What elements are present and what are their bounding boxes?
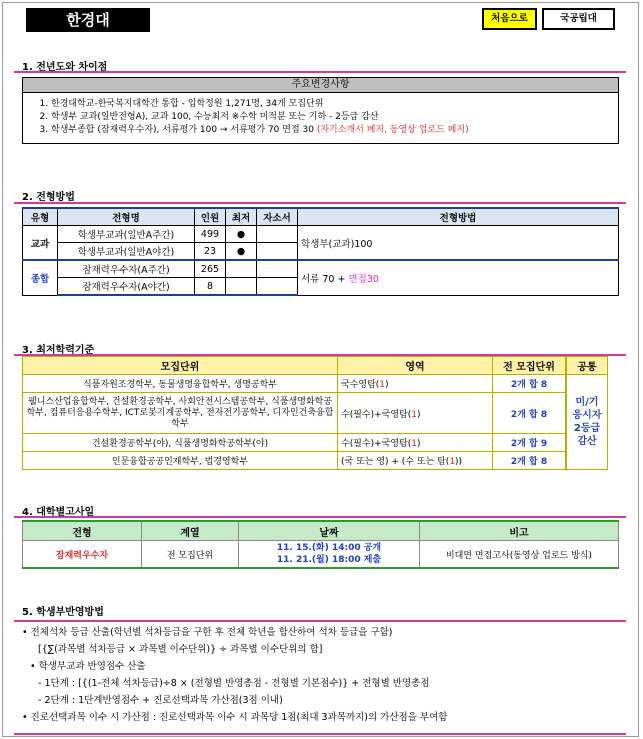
- section1-divider: [14, 71, 626, 73]
- table-row: [23, 260, 619, 278]
- section3-title: 3. 최저학력기준: [22, 345, 95, 356]
- col-note: 비고: [420, 521, 619, 541]
- method-doc: 서류 70 +: [301, 273, 349, 285]
- area-text: 수(필수)+국영탐(: [341, 409, 412, 420]
- col-method: 전형방법: [298, 208, 619, 226]
- row-area: [338, 375, 493, 393]
- change-item-1: 1. 한경대학교-한국복지대학간 통합 - 입학정원 1,271명, 34개 모집단위: [51, 98, 618, 111]
- type-gyogwa: 교과: [23, 226, 58, 261]
- exam-date-table: [22, 520, 619, 569]
- area-close: )): [455, 457, 463, 467]
- national-univ-button[interactable]: 국공립대: [542, 8, 615, 30]
- row-unit: 웰니스산업융합학부, 건설환경공학부, 사회안전시스템공학부, 식품생명화학공학부, 컴퓨터응용수학부, ICT로봇기계공학부, 전자전기공학부, 디자인건축융합학부: [23, 393, 338, 434]
- row-area: [338, 434, 493, 452]
- section4-title: 4. 대학별고사일: [22, 507, 95, 518]
- area-text: 국수영탐(: [341, 380, 380, 390]
- row-name: 학생부교과(일반A주간): [58, 226, 195, 243]
- area-close: ): [416, 439, 421, 449]
- col-unit: 모집단위: [23, 357, 338, 375]
- area-text: (국 또는 영) + (수 또는 탐(: [341, 457, 450, 467]
- changes-box-header: 주요변경사항: [23, 78, 618, 93]
- area-text: 수(필수)+국영탐(: [341, 439, 412, 449]
- row-name: 잠재력우수자(A주간): [58, 260, 195, 278]
- table-row: [23, 393, 608, 434]
- change-item-3: [51, 124, 618, 137]
- col-name: 전형명: [58, 208, 195, 226]
- table-row: [23, 226, 619, 243]
- row-count: 8: [195, 278, 226, 296]
- col-minimum: 최저: [226, 208, 257, 226]
- change-item-3-text: 학생부종합 (잠재력우수자), 서류평가 100 → 서류평가 70 면접 30: [51, 125, 317, 135]
- row-unit: 건설환경공학부(야), 식품생명화학공학부(야): [23, 434, 338, 452]
- section5-bottom-divider: [14, 733, 626, 735]
- row-area: [338, 452, 493, 470]
- col-essay: 자소서: [257, 208, 298, 226]
- col-grade: 전 모집단위: [493, 357, 567, 375]
- row-count: 265: [195, 260, 226, 278]
- section2-divider: [14, 202, 626, 204]
- area-num: 1: [379, 380, 386, 390]
- row-essay: [257, 243, 298, 261]
- row-essay: [257, 278, 298, 296]
- method-line-2: [{∑(과목별 석차등급 × 과목별 이수단위)} ÷ 과목별 이수단위의 합]: [38, 644, 323, 655]
- go-first-button[interactable]: 처음으로: [482, 8, 537, 30]
- table-header-row: [23, 521, 619, 541]
- exam-field: 전 모집단위: [142, 541, 239, 569]
- minimum-dot: ●: [226, 226, 257, 243]
- changes-list: [23, 98, 618, 137]
- row-unit: 식품자원조경학부, 동물생명융합학부, 생명공학부: [23, 375, 338, 393]
- table-row: [23, 541, 619, 569]
- row-name: 학생부교과(일반A야간): [58, 243, 195, 261]
- method-gyogwa: 학생부(교과)100: [298, 226, 619, 261]
- area-close: ): [416, 409, 421, 420]
- row-grade: 2개 합 8: [493, 393, 567, 434]
- row-count: 23: [195, 243, 226, 261]
- change-item-2: 2. 학생부 교과(일반전형A), 교과 100, 수능최저 ※수학 미적분 또는 기하 - 2등급 감산: [51, 111, 618, 124]
- area-num: 1: [411, 439, 417, 449]
- row-name: 잠재력우수자(A야간): [58, 278, 195, 296]
- col-count: 인원: [195, 208, 226, 226]
- col-date: 날짜: [239, 521, 420, 541]
- change-item-3-note: (자기소개서 폐지, 동영상 업로드 폐지): [316, 125, 469, 135]
- exam-note: 비대면 면접고사(동영상 업로드 방식): [420, 541, 619, 569]
- row-minimum: [226, 278, 257, 296]
- method-line-5: - 2단계 : 1단계반영점수 + 진로선택과목 가산점(3점 이내): [38, 695, 283, 706]
- area-close: ): [385, 380, 389, 390]
- table-row: [23, 434, 608, 452]
- section5-divider: [14, 620, 626, 622]
- col-type: 유형: [23, 208, 58, 226]
- common-note: 미/기 응시자 2등급 감산: [566, 375, 608, 470]
- university-title: 한경대: [26, 8, 150, 32]
- row-area: [338, 393, 493, 434]
- method-line-4: - 1단계 : [{(1-전체 석차등급)÷8 × (전형별 반영총점 - 전형별 기본점수)} + 전형별 반영총점: [38, 678, 430, 689]
- section5-title: 5. 학생부반영방법: [22, 607, 104, 618]
- row-unit: 인문융합공공인재학부, 법경영학부: [23, 452, 338, 470]
- table-header-row: [23, 208, 619, 226]
- school-record-method: [22, 624, 622, 726]
- changes-box: [22, 77, 619, 144]
- method-line-6: • 진로선택과목 이수 시 가산점 : 진로선택과목 이수 시 과목당 1점(최대 3과목까지)의 가산점을 부여함: [22, 712, 448, 723]
- row-minimum: [226, 260, 257, 278]
- type-jonghap: 종합: [23, 260, 58, 295]
- col-type: 전형: [23, 521, 142, 541]
- method-line-1: • 전체석차 등급 산출(학년별 석차등급을 구한 후 전체 학년을 합산하여 석차 등급을 구함): [22, 627, 393, 638]
- table-row: [23, 375, 608, 393]
- exam-dates: [239, 541, 420, 569]
- row-essay: [257, 226, 298, 243]
- col-field: 계열: [142, 521, 239, 541]
- table-row: [23, 452, 608, 470]
- row-grade: 2개 합 8: [493, 452, 567, 470]
- exam-date-2: 11. 21.(월) 18:00 제출: [276, 555, 382, 565]
- section1-title: 1. 전년도와 차이점: [22, 62, 108, 73]
- area-num: 1: [411, 409, 417, 420]
- row-essay: [257, 260, 298, 278]
- minimum-dot: ●: [226, 243, 257, 261]
- method-jonghap: [298, 260, 619, 295]
- row-grade: 2개 합 8: [493, 375, 567, 393]
- exam-type: 잠재력우수자: [23, 541, 142, 569]
- method-interview: 면접30: [348, 273, 379, 285]
- section2-title: 2. 전형방법: [22, 192, 75, 203]
- exam-date-1: 11. 15.(화) 14:00 공개: [276, 543, 382, 553]
- admission-method-table: [22, 207, 619, 296]
- method-line-3: • 학생부교과 반영점수 산출: [30, 661, 146, 672]
- minimum-standard-table: [22, 356, 608, 470]
- col-common: 공통: [566, 357, 608, 375]
- section4-divider: [14, 516, 626, 518]
- table-header-row: [23, 357, 608, 375]
- area-num: 1: [449, 457, 456, 467]
- col-area: 영역: [338, 357, 493, 375]
- row-count: 499: [195, 226, 226, 243]
- row-grade: 2개 합 9: [493, 434, 567, 452]
